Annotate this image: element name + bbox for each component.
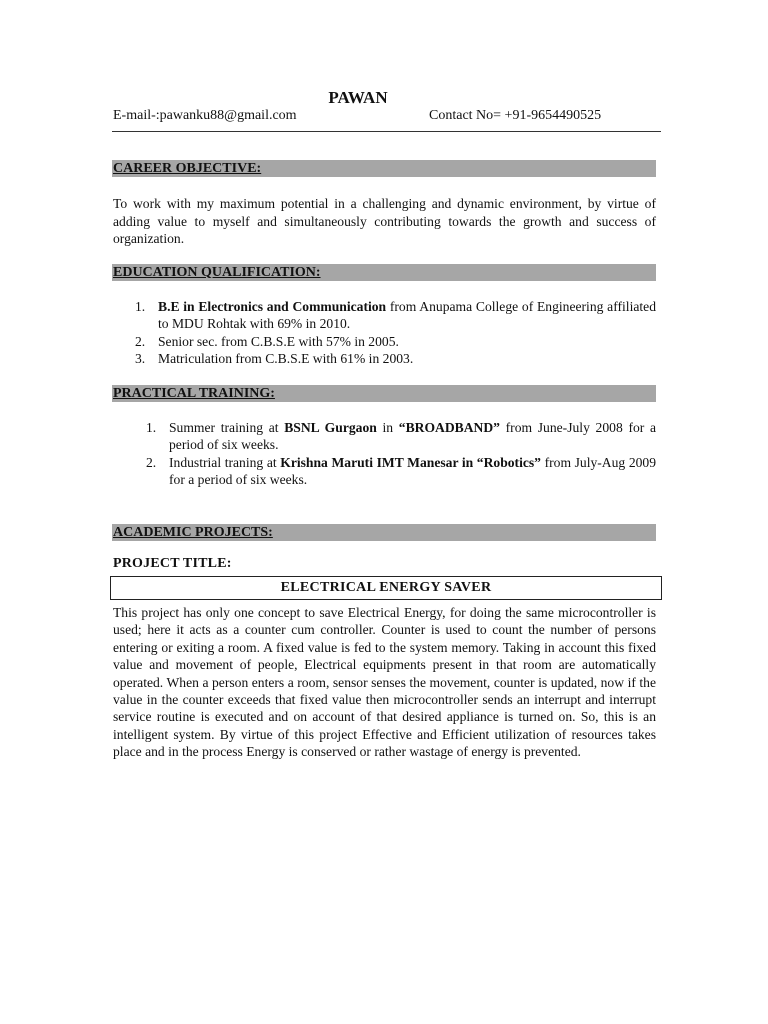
education-item-text: Senior sec. from C.B.S.E with 57% in 2005.: [158, 333, 399, 349]
contact-number-text: Contact No= +91-9654490525: [429, 108, 602, 123]
training-item-text: [169, 454, 656, 489]
project-description: This project has only one concept to save Electrical Energy, for doing the same microcontroller is used; here it acts as a counter cum controller. Counter is used to count the number of persons entering or exiting a room. A fixed value is fed to the system memory. Taking in account this fixed value and movement of people, Electrical equipments present in that room are automatically operated. When a person enters a room, sensor senses the movement, counter is updated, now if the value in the counter exceeds that fixed value then microcontroller sends an interrupt and interrupt service routine is executed and on account of that desired appliance is turned on. So, this is an intelligent system. By virtue of this project Effective and Efficient utilization of resources takes place and in the process Energy is conserved or rather wastage of energy is prevented.: [113, 605, 656, 760]
training-text-post: from July-Aug 2009 for a period of six weeks.: [169, 454, 657, 488]
list-number: 3.: [135, 351, 146, 367]
education-item: [113, 298, 656, 333]
career-objective-heading: CAREER OBJECTIVE:: [113, 161, 262, 176]
career-objective-text: To work with my maximum potential in a challenging and dynamic environment, by virtue of adding value to myself and simultaneously contributing towards the growth and success of organization.: [113, 196, 656, 247]
list-number: 1.: [146, 420, 157, 435]
education-list: [113, 298, 656, 368]
list-number: 2.: [135, 333, 146, 349]
education-item: [113, 333, 656, 350]
list-number: 1.: [135, 299, 146, 314]
training-org: Krishna Maruti IMT Manesar in “Robotics”: [280, 454, 541, 470]
training-text-pre: Summer training at: [169, 420, 285, 435]
academic-projects-heading: ACADEMIC PROJECTS:: [113, 525, 273, 540]
resume-name: PAWAN: [328, 88, 388, 107]
project-title-box: ELECTRICAL ENERGY SAVER: [110, 576, 662, 600]
training-text-mid: in: [376, 420, 399, 435]
training-text-post: from June-July 2008 for a period of six weeks.: [169, 420, 657, 453]
degree-name: B.E in Electronics and Communication: [158, 299, 387, 314]
education-section-bar: [112, 264, 656, 281]
list-number: 2.: [146, 454, 157, 470]
training-org: BSNL Gurgaon: [284, 420, 377, 435]
training-text-pre: Industrial traning at: [169, 454, 281, 470]
training-heading: PRACTICAL TRAINING:: [113, 386, 275, 401]
education-item-text: Matriculation from C.B.S.E with 61% in 2003.: [158, 351, 414, 367]
academic-projects-section-bar: [112, 524, 656, 541]
training-item: [124, 454, 656, 489]
project-title-label: PROJECT TITLE:: [113, 556, 232, 571]
training-item: [124, 419, 656, 454]
education-item: [113, 350, 656, 367]
training-item-text: [169, 419, 656, 454]
header-divider: [112, 131, 661, 132]
training-list: [124, 419, 656, 489]
career-objective-section-bar: [112, 160, 656, 177]
training-section-bar: [112, 385, 656, 402]
education-heading: EDUCATION QUALIFICATION:: [113, 265, 321, 280]
education-item-text: [158, 298, 656, 333]
email-text: E-mail-:pawanku88@gmail.com: [113, 108, 297, 123]
training-topic: “BROADBAND”: [398, 420, 500, 435]
degree-details: from Anupama College of Engineering affiliated to MDU Rohtak with 69% in 2010.: [158, 299, 656, 332]
